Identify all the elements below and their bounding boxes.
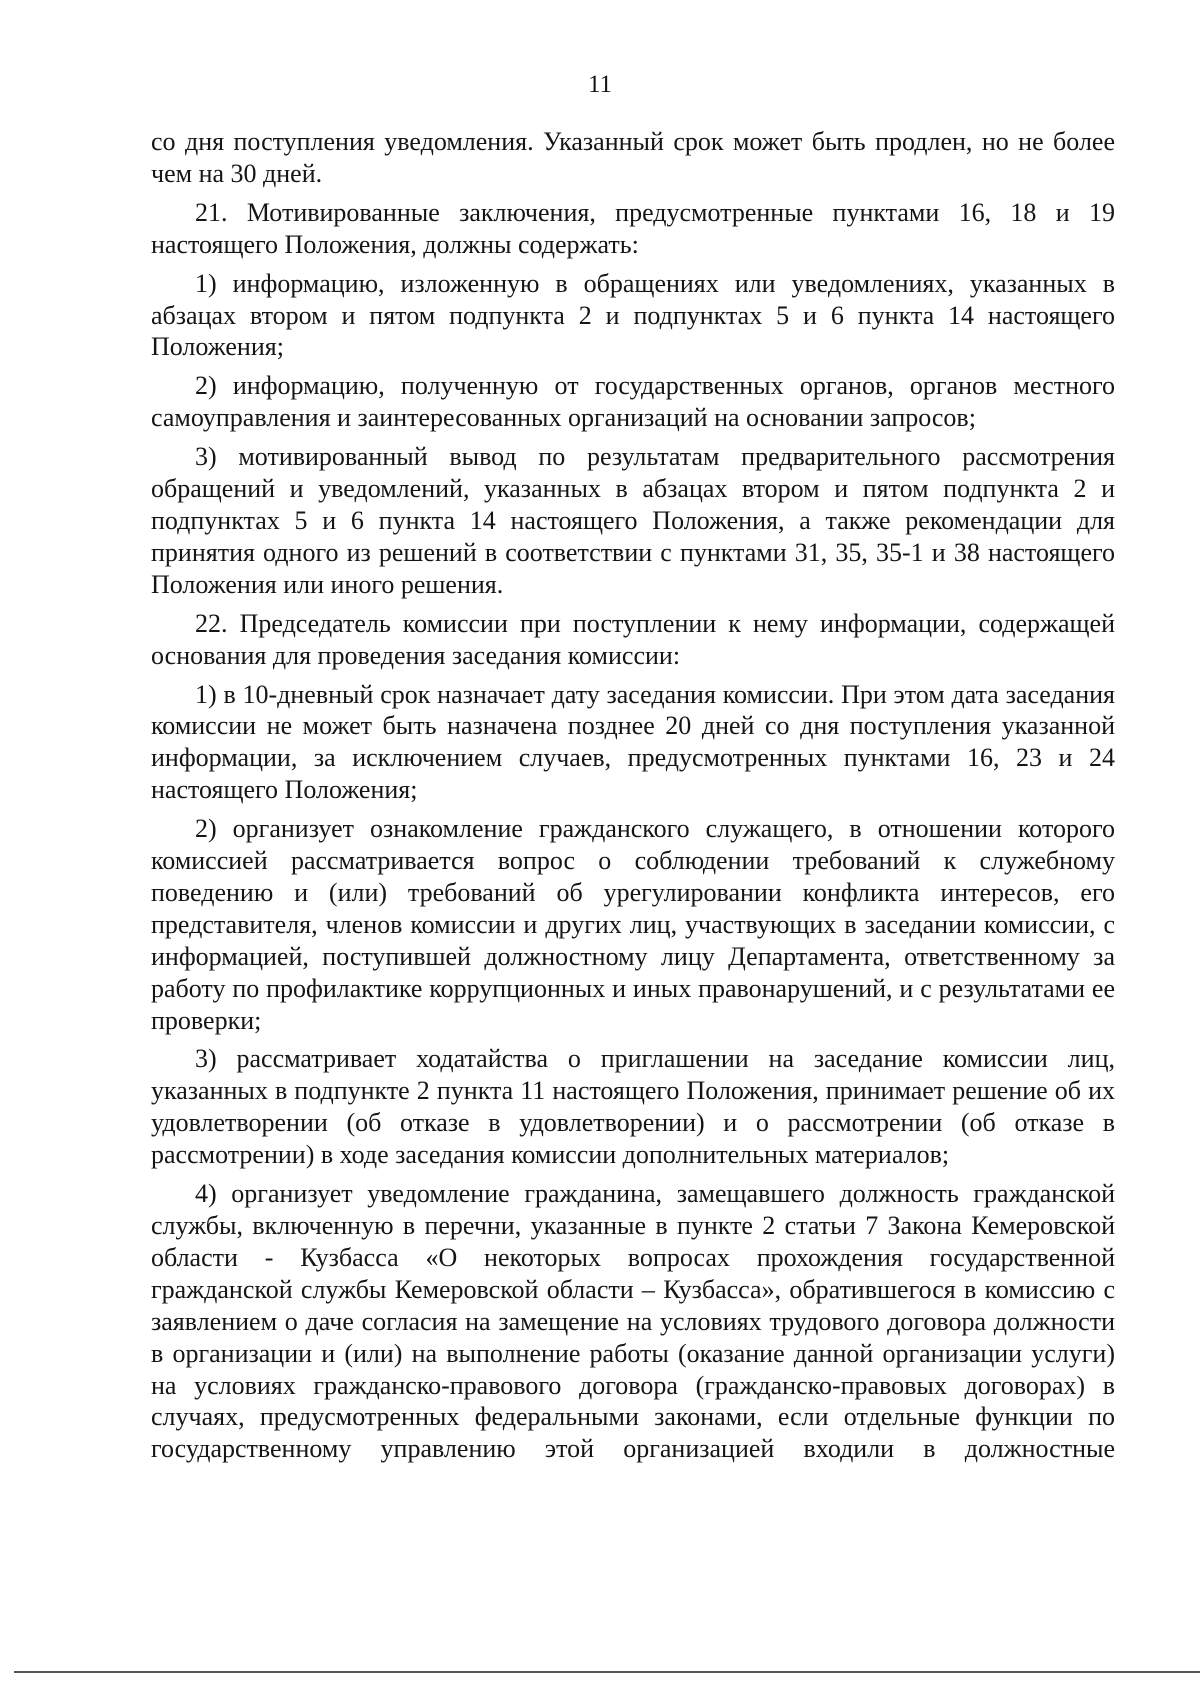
document-body [151,126,1115,1465]
page-number: 11 [587,71,613,98]
paragraph-item-21-1: 1) информацию, изложенную в обращениях или уведомлениях, указанных в абзацах втором и пятом подпункта 2 и подпунктах 5 и 6 пункта 14 настоящего Положения; [151,268,1115,362]
paragraph-item-21-3: 3) мотивированный вывод по результатам предварительного рассмотрения обращений и уведомлений, указанных в абзацах втором и пятом подпункта 2 и подпунктах 5 и 6 пункта 14 настоящего Положения, а также рекомендации для принятия одного из решений в соответствии с пунктами 31, 35, 35-1 и 38 настоящего Положения или иного решения. [151,442,1115,599]
paragraph-item-22-4: 4) организует уведомление гражданина, замещавшего должность гражданской службы, включенную в перечни, указанные в пункте 2 статьи 7 Закона Кемеровской области - Кузбасса «О некоторых вопросах прохождения государственной гражданской службы Кемеровской области – Кузбасса», обратившегося в комиссию с заявлением о даче согласия на замещение на условиях трудового договора должности в организации и (или) на выполнение работы (оказание данной организации услуги) на условиях гражданско-правового договора (гражданско-правовых договорах) в случаях, предусмотренных федеральными законами, если отдельные функции по государственному управлению этой организацией входили в должностные [151,1179,1115,1464]
paragraph-item-21: 21. Мотивированные заключения, предусмотренные пунктами 16, 18 и 19 настоящего Положения, должны содержать: [151,197,1115,259]
paragraph-item-21-2: 2) информацию, полученную от государственных органов, органов местного самоуправления и заинтересованных организаций на основании запросов; [151,371,1115,433]
paragraph-item-22-2: 2) организует ознакомление гражданского служащего, в отношении которого комиссией рассматривается вопрос о соблюдении требований к служебному поведению и (или) требований об урегулировании конфликта интересов, его представителя, членов комиссии и других лиц, участвующих в заседании комиссии, с информацией, поступившей должностному лицу Департамента, ответственному за работу по профилактике коррупционных и иных правонарушений, и с результатами ее проверки; [151,814,1115,1035]
paragraph-item-22: 22. Председатель комиссии при поступлении к нему информации, содержащей основания для проведения заседания комиссии: [151,608,1115,670]
page-bottom-rule [14,1671,1200,1673]
paragraph-item-22-1: 1) в 10-дневный срок назначает дату заседания комиссии. При этом дата заседания комиссии не может быть назначена позднее 20 дней со дня поступления указанной информации, за исключением случаев, предусмотренных пунктами 16, 23 и 24 настоящего Положения; [151,679,1115,805]
paragraph-continuation: со дня поступления уведомления. Указанный срок может быть продлен, но не более чем на 30 дней. [151,127,1115,188]
paragraph-item-22-3: 3) рассматривает ходатайства о приглашении на заседание комиссии лиц, указанных в подпункте 2 пункта 11 настоящего Положения, принимает решение об их удовлетворении (об отказе в удовлетворении) и о рассмотрении (об отказе в рассмотрении) в ходе заседания комиссии дополнительных материалов; [151,1044,1115,1170]
